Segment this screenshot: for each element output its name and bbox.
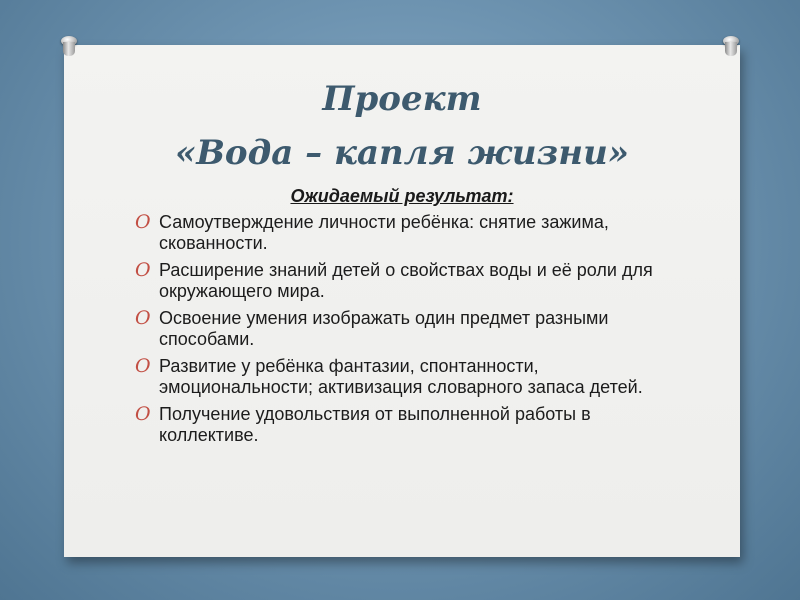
bullet-marker-icon: O xyxy=(135,355,151,377)
list-item-text: Развитие у ребёнка фантазии, спонтанности, эмоциональности; активизация словарного запаса детей. xyxy=(159,356,643,397)
bullet-marker-icon: O xyxy=(135,211,151,233)
list-item xyxy=(135,356,655,398)
pushpin-icon xyxy=(60,36,78,60)
bullet-marker-icon: O xyxy=(135,259,151,281)
list-item xyxy=(135,212,655,254)
slide-title-line-1: Проект xyxy=(322,79,482,119)
section-heading: Ожидаемый результат: xyxy=(290,186,514,206)
list-item xyxy=(135,404,655,446)
list-item-text: Расширение знаний детей о свойствах воды и её роли для окружающего мира. xyxy=(159,260,653,301)
list-item-text: Освоение умения изображать один предмет разными способами. xyxy=(159,308,609,349)
list-item-text: Самоутверждение личности ребёнка: снятие зажима, скованности. xyxy=(159,212,609,253)
bullet-marker-icon: O xyxy=(135,403,151,425)
list-item xyxy=(135,308,655,350)
slide-title-line-2: «Вода – капля жизни» xyxy=(174,133,630,173)
list-item-text: Получение удовольствия от выполненной работы в коллективе. xyxy=(159,404,591,445)
bullet-list xyxy=(135,212,655,452)
bullet-marker-icon: O xyxy=(135,307,151,329)
pushpin-icon xyxy=(722,36,740,60)
list-item xyxy=(135,260,655,302)
